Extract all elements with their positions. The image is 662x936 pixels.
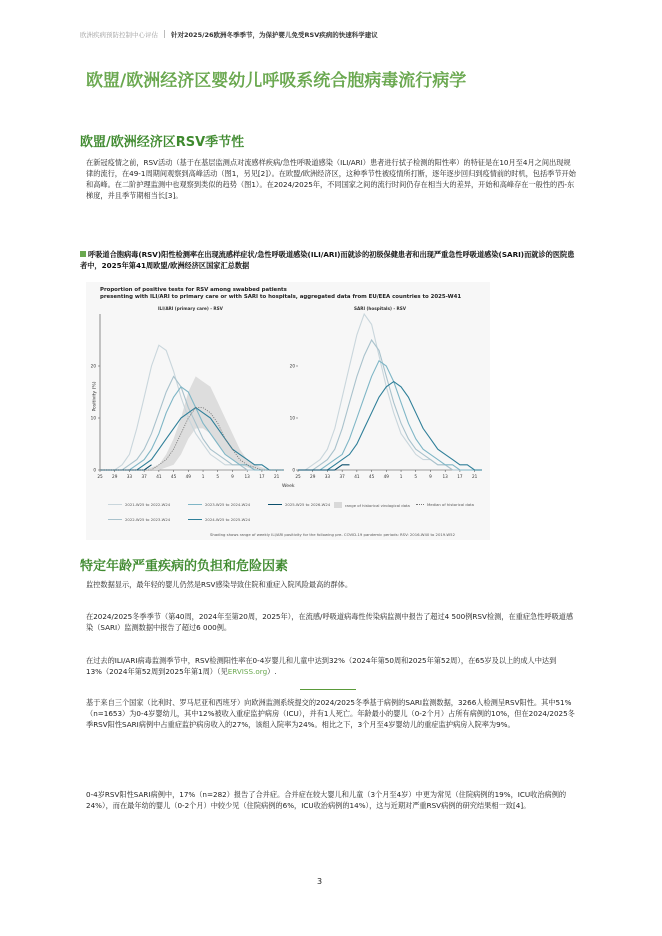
seasonality-paragraph: 在新冠疫情之前，RSV活动（基于在基层监测点对流感样疾病/急性呼吸道感染（ILI/ARI）患者进行拭子检测的阳性率）的特征是在10月至4月之间出现规律的流行，在49-1周期间观察到高峰活动（图1，另见[2]）。在欧盟/欧洲经济区，这种季节性被疫情所打断，逐年逐步回归到疫情前的时机，包括季节开始和高峰。在二阶护理监测中也观察到类似的趋势（图1）。在2024/2025年，不同国家之间的流行时间仍存在相当大的差异，开始和高峰存在一般性的西-东梯度，并且季节期相当长[3]。: [86, 158, 576, 200]
legend-swatch: [108, 519, 122, 520]
legend-item-median: Median of historical data: [416, 502, 474, 507]
series-line-2021-w25-to-2022-w24: [298, 314, 482, 470]
header-doc-title: 针对2025/26欧洲冬季季节，为保护婴儿免受RSV疾病的快速科学建议: [171, 31, 378, 39]
x-tick-label: 41: [354, 474, 360, 479]
x-tick-label: 45: [368, 474, 375, 479]
x-tick-label: 33: [324, 474, 331, 479]
page-title: 欧盟/欧洲经济区婴幼儿呼吸系统合胞病毒流行病学: [86, 71, 467, 91]
y-tick-label: 20: [90, 363, 96, 369]
legend-item-2023: 2023-W25 to 2024-W24: [188, 502, 250, 507]
burden-paragraph-3-text: 在过去的ILI/ARI病毒监测季节中，RSV检测阳性率在0-4岁婴儿和儿童中达到32%（2024年第50周和2025年第52周），在65岁及以上的成人中达到13%（2024年第52周到2025年第1周）（见: [86, 656, 557, 676]
burden-paragraph-4: 基于来自三个国家（比利时、罗马尼亚和西班牙）向欧洲监测系统提交的2024/2025冬季基于病例的SARI监测数据，3266人检测呈RSV阳性。其中51%（n=1653）为0-4岁婴幼儿，其中12%被收入重症监护病房（ICU），并有1人死亡。年龄最小的婴儿（0-2个月）占所有病例的10%，但在2024/2025冬季RSV阳性SARI病例中占重症监护病房收入的27%，该组入院率为24%。相比之下，3个月至4岁婴幼儿的重症监护病房入院率为9%。: [86, 698, 575, 729]
section-divider: [300, 689, 356, 690]
erviss-link[interactable]: ERVISS.org: [227, 667, 268, 676]
burden-paragraph-3-end: ）.: [267, 667, 277, 676]
legend-item-2021: 2021-W25 to 2022-W24: [108, 502, 170, 507]
x-tick-label: 1: [201, 474, 205, 479]
x-tick-label: 37: [339, 474, 345, 479]
legend-item-2025: 2025-W25 to 2026-W24: [268, 502, 330, 507]
x-tick-label: 45: [170, 474, 177, 479]
burden-paragraph-1: 监控数据显示，最年轻的婴儿仍然是RSV感染导致住院和重症入院风险最高的群体。: [86, 580, 353, 589]
x-tick-label: 25: [295, 474, 301, 479]
figure-note: Shading shows range of weekly ILI/ARI positivity for the following pre- COVID-19 pandemic periods: RSV: 2016-W40 to 2019-W52: [210, 532, 456, 537]
x-tick-label: 5: [216, 474, 220, 479]
panel-title-sari: SARI (hospitals) - RSV: [354, 306, 406, 311]
x-axis-label: Week: [282, 484, 295, 489]
x-tick-label: 13: [244, 474, 250, 479]
page-number: 3: [317, 877, 323, 886]
figure-marker-icon: [80, 251, 86, 257]
legend-item-2022: 2022-W25 to 2023-W24: [108, 517, 170, 522]
x-tick-label: 9: [231, 474, 234, 479]
section-heading-burden: 特定年龄严重疾病的负担和危险因素: [80, 559, 289, 574]
figure-caption-text: 呼吸道合胞病毒(RSV)阳性检测率在出现流感样症状/急性呼吸道感染(ILI/ARI)而就诊的初级保健患者和出现严重急性呼吸道感染(SARI)而就诊的医院患者中，2025年第41周欧盟/欧洲经济区国家汇总数据: [80, 250, 575, 270]
header-org: 欧洲疾病预防控制中心评估: [80, 31, 158, 39]
y-tick-label: 0: [93, 467, 96, 473]
section-heading-seasonality: 欧盟/欧洲经济区RSV季节性: [80, 135, 245, 150]
y-tick-label: 0: [292, 467, 295, 473]
legend-swatch: [188, 519, 202, 520]
x-tick-label: 5: [414, 474, 418, 479]
y-axis-label: Positivity (%): [92, 381, 98, 412]
x-tick-label: 25: [97, 474, 103, 479]
x-tick-label: 9: [429, 474, 432, 479]
x-tick-label: 29: [112, 474, 118, 479]
panel-title-ili: ILI/ARI (primary care) - RSV: [158, 306, 223, 311]
x-tick-label: 49: [383, 474, 389, 479]
series-line-2024-w25-to-2025-w24: [298, 382, 482, 470]
x-tick-label: 33: [126, 474, 133, 479]
x-tick-label: 17: [259, 474, 265, 479]
y-tick-label: 10: [90, 415, 96, 421]
legend-swatch: [108, 504, 122, 505]
figure-caption: [80, 249, 580, 271]
x-tick-label: 17: [457, 474, 463, 479]
x-tick-label: 21: [471, 474, 478, 479]
x-tick-label: 37: [141, 474, 147, 479]
x-tick-label: 29: [310, 474, 316, 479]
figure-title-line2: presenting with ILI/ARI to primary care or with SARI to hospitals, aggregated data from EU/EEA countries to 2025-W41: [100, 294, 462, 300]
figure-rsv-positivity: [86, 282, 490, 540]
series-line-2023-w25-to-2024-w24: [298, 361, 482, 470]
burden-paragraph-2: 在2024/2025冬季季节（第40周，2024年至第20周，2025年），在流感/呼吸道病毒性传染病监测中报告了超过4 500例RSV检测，在重症急性呼吸道感染（SARI）监测数据中报告了超过6 000例。: [86, 612, 574, 632]
x-tick-label: 1: [399, 474, 403, 479]
burden-paragraph-3: [86, 655, 576, 677]
legend-item-2024: 2024-W25 to 2025-W24: [188, 517, 250, 522]
x-tick-label: 49: [185, 474, 191, 479]
y-tick-label: 10: [289, 415, 295, 421]
header-separator: [164, 30, 165, 38]
legend-item-range: range of historical virological data: [334, 502, 410, 508]
y-tick-label: 20: [289, 363, 295, 369]
x-tick-label: 13: [442, 474, 448, 479]
legend-swatch: [416, 504, 424, 505]
page-header: [80, 30, 378, 39]
x-tick-label: 21: [273, 474, 280, 479]
historical-range-band: [100, 376, 284, 470]
legend-swatch: [334, 502, 342, 508]
legend-swatch: [188, 504, 202, 505]
legend-swatch: [268, 504, 282, 505]
series-line-2022-w25-to-2023-w24: [298, 340, 482, 470]
figure-title-line1: Proportion of positive tests for RSV among swabbed patients: [100, 287, 287, 293]
x-tick-label: 41: [156, 474, 162, 479]
burden-paragraph-5: 0-4岁RSV阳性SARI病例中，17%（n=282）报告了合并症。合并症在较大婴儿和儿童（3个月至4岁）中更为常见（住院病例的19%，ICU收治病例的24%），而在最年幼的婴儿（0-2个月）中较少见（住院病例的6%，ICU收治病例的14%），这与近期对严重RSV病例的研究结果相一致[4]。: [86, 790, 567, 810]
